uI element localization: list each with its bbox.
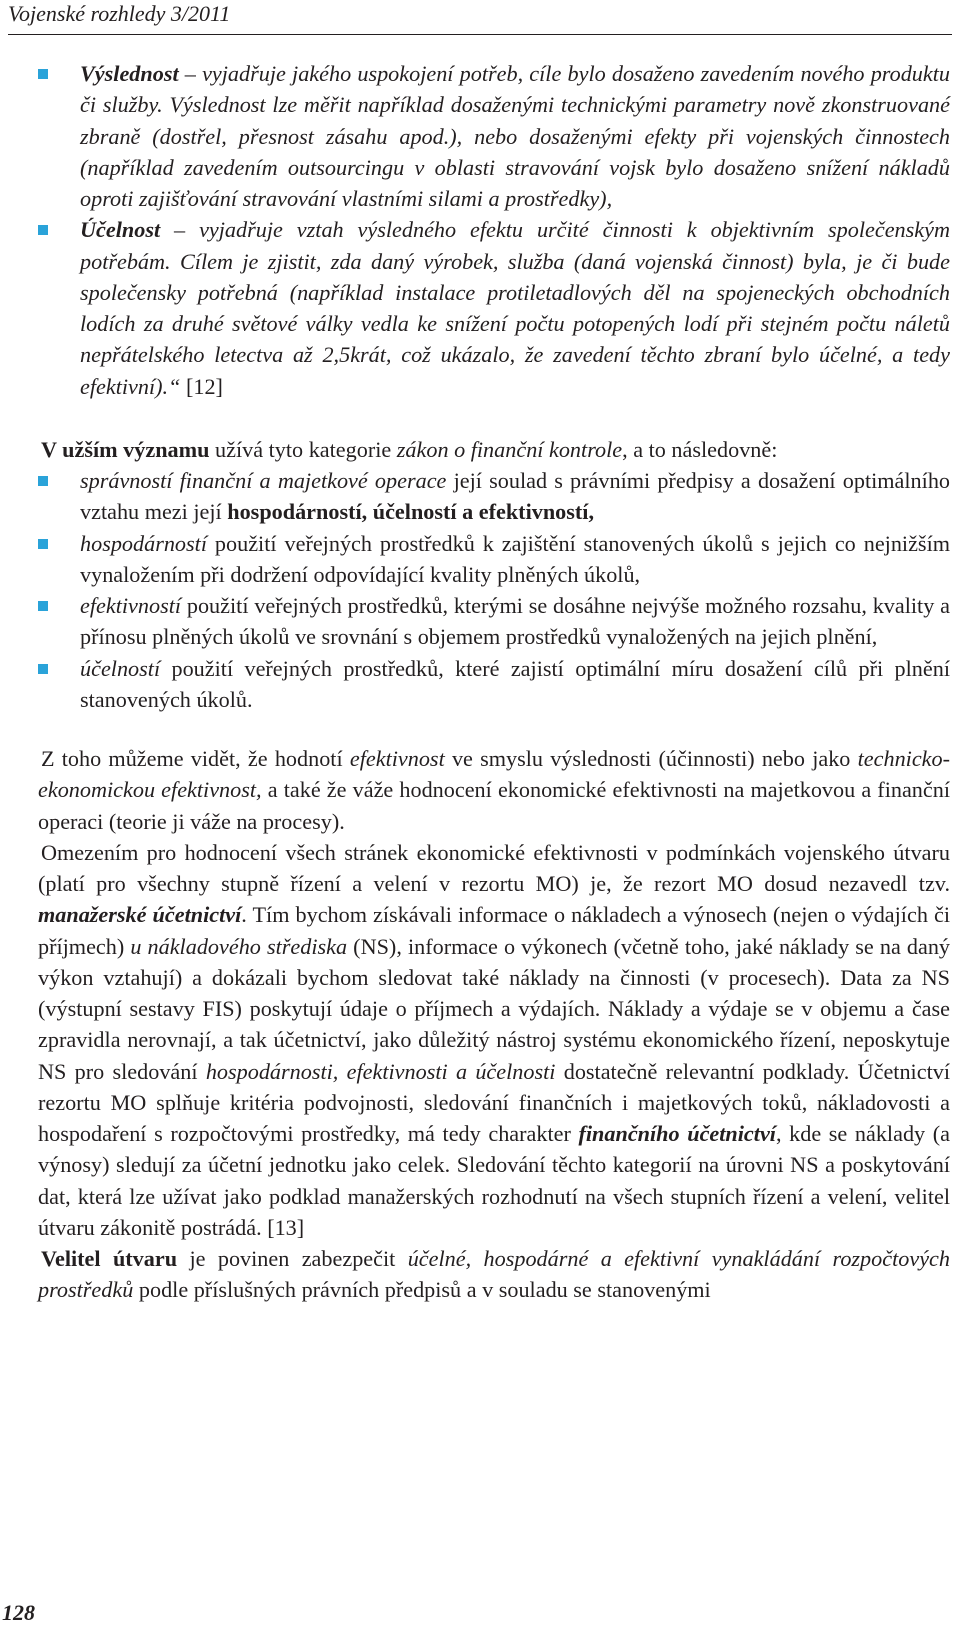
square-bullet-icon: [38, 539, 48, 549]
bullet-list-law: [38, 465, 950, 715]
paragraph-accounting: Omezením pro hodnocení všech stránek ekonomické efektivnosti v podmínkách vojenského útvaru (platí pro všechny stupně řízení a velení v rezortu MO) je, že rezort MO dosud nezavedl tzv. manažerské účetnictví. Tím bychom získávali informace o nákladech a výnosech (nejen o výdajích či příjmech) u nákladového střediska (NS), informace o výkonech (včetně toho, jaké náklady se na daný výkon vztahují) a dokázali bychom sledovat také náklady na činnosti (v procesech). Data za NS (výstupní sestavy FIS) poskytují údaje o příjmech a výdajích. Náklady a výdaje se v objemu a čase zpravidla nerovnají, a tak účetnictví, jako důležitý nástroj systému ekonomického řízení, neposkytuje NS pro sledování hospodárnosti, efektivnosti a účelnosti dostatečně relevantní podklady. Účetnictví rezortu MO splňuje kritéria podvojnosti, sledování finančních i majetkových toků, nákladovosti a hospodaření s rozpočtovými prostředky, má tedy charakter finančního účetnictví, kde se náklady (a výnosy) sledují za účetní jednotku jako celek. Sledování těchto kategorií na úrovni NS a poskytování dat, která lze užívat jako podklad manažerských rozhodnutí na všech stupních řízení a velení, velitel útvaru zákonitě postrádá. [13]: [38, 839, 951, 1240]
page-body: [38, 58, 950, 1306]
lead-italic: zákon o finanční kontrole: [396, 436, 623, 462]
term: Účelnost: [80, 217, 161, 243]
running-header: Vojenské rozhledy 3/2011: [8, 1, 231, 26]
paragraph-efficiency: Z toho můžeme vidět, že hodnotí efektivnost ve smyslu výslednosti (účinnosti) nebo jako technicko-ekonomickou efektivnost, a také že váže hodnocení ekonomické efektivnosti na majetkovou a finanční operaci (teorie ji váže na procesy).: [38, 746, 951, 834]
lead-bold: V užším významu: [41, 436, 210, 462]
list-item: [38, 653, 950, 716]
citation: [12]: [180, 373, 223, 399]
header-rule: [8, 34, 952, 35]
paragraph-commander: Velitel útvaru je povinen zabezpečit účelné, hospodárné a efektivní vynakládání rozpočtových prostředků podle příslušných právních předpisů a v souladu se stanovenými: [38, 1246, 950, 1303]
square-bullet-icon: [38, 69, 48, 79]
term: účelností: [80, 655, 161, 681]
bold-phrase: hospodárností, účelností a efektivností,: [227, 499, 594, 525]
lead-text: užívá tyto kategorie: [209, 436, 397, 462]
definition-text: použití veřejných prostředků, které zajistí optimální míru dosažení cílů při plnění stanovených úkolů.: [80, 655, 950, 712]
definition-text: použití veřejných prostředků, kterými se dosáhne nejvýše možného rozsahu, kvality a přínosu plněných úkolů ve srovnání s objemem prostředků vynaložených na jejich plnění,: [80, 593, 950, 650]
definition-text: – vyjadřuje vztah výsledného efektu určité činnosti k objektivním společenským potřebám. Cílem je zjistit, zda daný výrobek, služba (daná vojenská činnost) byla, je či bude společensky potřebná (například instalace protiletadlových děl na spojeneckých obchodních lodích za druhé světové války vedla ke snížení počtu potopených lodí při stejném počtu náletů nepřátelského letectva až 2,5krát, což ukázalo, že zavedení těchto zbraní bylo účelné, a tedy efektivní).“: [80, 217, 950, 399]
list-item: [38, 214, 950, 402]
term: správností finanční a majetkové operace: [80, 468, 447, 493]
narrow-meaning-intro: [38, 434, 950, 465]
definition-text: – vyjadřuje jakého uspokojení potřeb, cíle bylo dosaženo zavedením nového produktu či služby. Výslednost lze měřit například dosaženými technickými parametry nově zkonstruované zbraně (dostřel, přesnost zásahu apod.), nebo dosaženými efekty při vojenských činnostech (například zavedením outsourcingu v oblasti stravování vojsk bylo dosaženo snížení nákladů oproti zajišťování stravování vlastními silami a prostředky),: [80, 61, 950, 211]
bullet-list-definitions: [38, 58, 950, 402]
list-item: [38, 528, 950, 591]
list-item: [38, 465, 950, 528]
page-number: 128: [2, 1600, 35, 1625]
square-bullet-icon: [38, 601, 48, 611]
square-bullet-icon: [38, 664, 48, 674]
term: hospodárností: [80, 530, 207, 556]
list-item: [38, 590, 950, 653]
square-bullet-icon: [38, 476, 48, 486]
term: efektivností: [80, 593, 182, 618]
definition-text: její soulad s právními předpisy a dosažení optimálního vztahu mezi její: [80, 468, 951, 525]
lead-tail: , a to následovně:: [622, 436, 778, 462]
list-item: [38, 58, 950, 214]
square-bullet-icon: [38, 225, 48, 235]
definition-text: použití veřejných prostředků k zajištění stanovených úkolů s jejich co nejnižším vynaložením při dodržení odpovídající kvality plněných úkolů,: [80, 530, 950, 587]
term: Výslednost: [80, 61, 179, 86]
